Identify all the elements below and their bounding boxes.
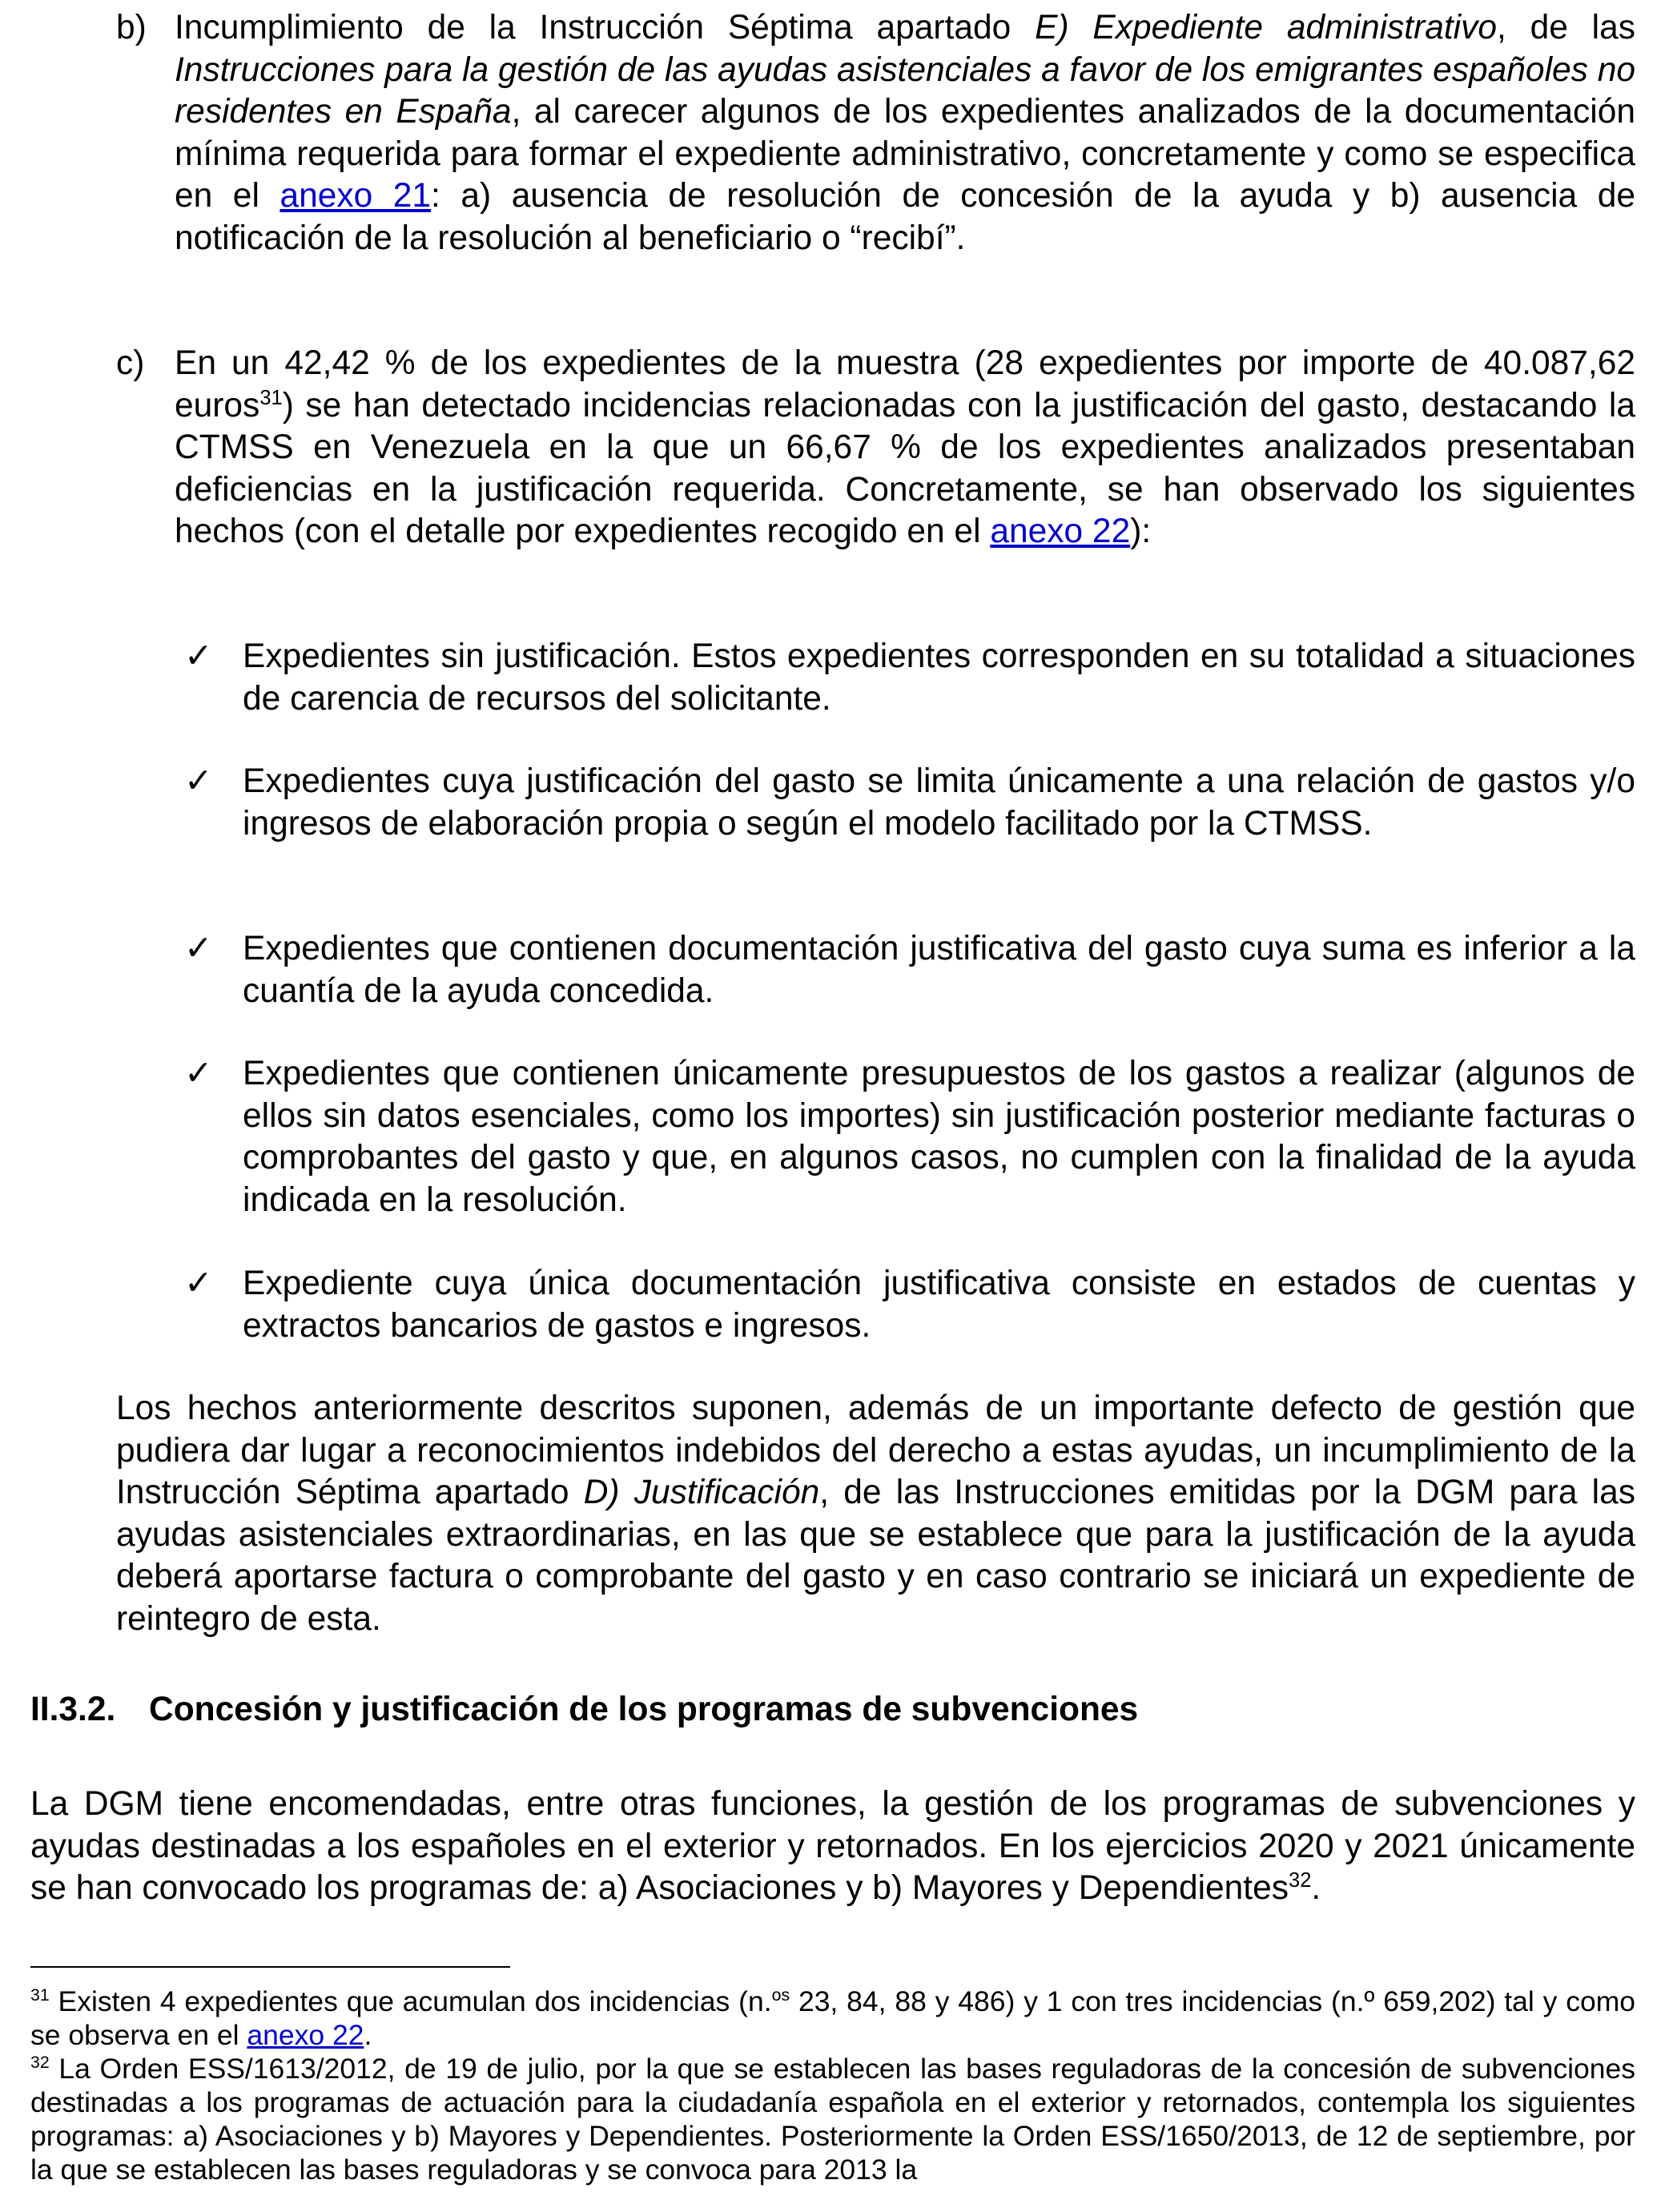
footnote-32: $^{32}$ La Orden ESS/1613/2012, de 19 de julio, por la que se establecen las bases reguladoras de la concesión de subvenciones destinadas a los programas de actuación para la ciudadanía española en el exterior y retornados, contempla los siguientes programas: a) Asociaciones y b) Mayores y Dependientes. Posteriormente la Orden ESS/1650/2013, de 12 de septiembre, por la que se establecen las bases reguladoras y se convoca para 2013 la	[30, 2053, 1635, 2186]
check-item	[184, 761, 1635, 845]
section-heading	[30, 1689, 1138, 1731]
check-item-text: Expedientes que contienen documentación justificativa del gasto cuya suma es inferior a la cuantía de la ayuda concedida.	[243, 930, 1635, 1010]
list-item-c-text: En un 42,42 % de los expedientes de la muestra (28 expedientes por importe de 40.087,62 euros$^{31}$) se han detectado incidencias relacionadas con la justificación del gasto, destacando la CTMSS en Venezuela en la que un 66,67 % de los expedientes analizados presentaban deficiencias en la justificación requerida. Concretamente, se han observado los siguientes hechos (con el detalle por expedientes recogido en el anexo 22):	[175, 344, 1635, 550]
list-marker-b: b)	[116, 9, 147, 46]
check-item-text: Expediente cuya única documentación justificativa consiste en estados de cuentas y extractos bancarios de gastos e ingresos.	[243, 1265, 1635, 1345]
list-item-c	[116, 343, 1635, 553]
check-item	[184, 1263, 1635, 1347]
check-item	[184, 928, 1635, 1012]
link-anexo-22[interactable]: anexo 22	[990, 513, 1131, 550]
link-anexo-22-footnote[interactable]: anexo 22	[247, 2019, 364, 2051]
link-anexo-21[interactable]: anexo 21	[280, 177, 432, 215]
footnote-ref-31[interactable]: 31	[259, 386, 283, 409]
section-title: Concesión y justificación de los programas de subvenciones	[149, 1691, 1139, 1728]
list-marker-c: c)	[116, 344, 145, 382]
footnote-number-31: 31	[30, 1985, 50, 2005]
check-icon: ✓	[184, 762, 213, 800]
footnote-ref-32[interactable]: 32	[1289, 1868, 1312, 1892]
check-item-text: Expedientes cuya justificación del gasto se limita únicamente a una relación de gastos y/o ingresos de elaboración propia o según el modelo facilitado por la CTMSS.	[243, 762, 1635, 843]
check-item-text: Expedientes que contienen únicamente presupuestos de los gastos a realizar (algunos de ellos sin datos esenciales, como los importes) sin justificación posterior mediante facturas o comprobantes del gasto y que, en algunos casos, no cumplen con la finalidad de la ayuda indicada en la resolución.	[243, 1055, 1635, 1219]
section-number: II.3.2.	[30, 1691, 116, 1728]
check-icon: ✓	[184, 930, 213, 967]
paragraph-hechos: Los hechos anteriormente descritos suponen, además de un importante defecto de gestión que pudiera dar lugar a reconocimientos indebidos del derecho a estas ayudas, un incumplimiento de la Instrucción Séptima apartado D) Justificación, de las Instrucciones emitidas por la DGM para las ayudas asistenciales extraordinarias, en las que se establece que para la justificación de la ayuda deberá aportarse factura o comprobante del gasto y en caso contrario se iniciará un expediente de reintegro de esta.	[116, 1390, 1635, 1638]
emphasis-expediente: E) Expediente administrativo	[1035, 9, 1498, 46]
footnote-31: $^{31}$ Existen 4 expedientes que acumulan dos incidencias (n.$^{os}$ 23, 84, 88 y 486) y 1 con tres incidencias (n.º 659,202) tal y como se observa en el anexo 22.	[30, 1985, 1636, 2051]
emphasis-justificacion: D) Justificación	[583, 1474, 820, 1511]
check-icon: ✓	[184, 1265, 213, 1302]
paragraph-dgm: La DGM tiene encomendadas, entre otras funciones, la gestión de los programas de subvenciones y ayudas destinadas a los españoles en el exterior y retornados. En los ejercicios 2020 y 2021 únicamente se han convocado los programas de: a) Asociaciones y b) Mayores y Dependientes$^{32}$.	[30, 1785, 1635, 1907]
footnote-number-32: 32	[30, 2053, 50, 2073]
check-icon: ✓	[184, 637, 213, 675]
list-item-b	[116, 7, 1635, 259]
check-item-text: Expedientes sin justificación. Estos expedientes corresponden en su totalidad a situaciones de carencia de recursos del solicitante.	[243, 637, 1635, 718]
emphasis-instrucciones: Instrucciones para la gestión de las ayudas asistenciales a favor de los emigrantes españoles no residentes en España	[175, 50, 1635, 131]
check-icon: ✓	[184, 1055, 213, 1092]
list-item-b-text: Incumplimiento de la Instrucción Séptima apartado E) Expediente administrativo, de las Instrucciones para la gestión de las ayudas asistenciales a favor de los emigrantes españoles no residentes en España, al carecer algunos de los expedientes analizados de la documentación mínima requerida para formar el expediente administrativo, concretamente y como se especifica en el anexo 21: a) ausencia de resolución de concesión de la ayuda y b) ausencia de notificación de la resolución al beneficiario o “recibí”.	[175, 9, 1635, 257]
footnote-separator	[30, 1966, 510, 1968]
check-item	[184, 1053, 1635, 1221]
check-item	[184, 636, 1635, 720]
